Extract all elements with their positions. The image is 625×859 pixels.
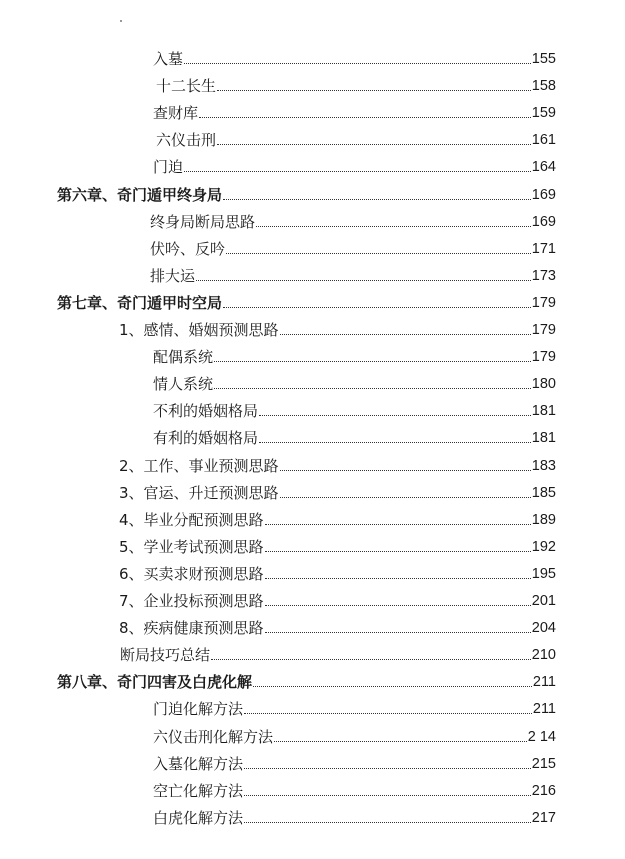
toc-page-number: 155: [531, 51, 556, 67]
dot-leader: [259, 442, 531, 443]
toc-entry-title: 7、企业投标预测思路: [119, 592, 264, 610]
toc-page-number: 195: [531, 565, 556, 582]
toc-entry-row[interactable]: [0, 150, 556, 177]
toc-entry-title: 门迫: [153, 158, 184, 177]
dot-leader: [265, 524, 531, 525]
dot-leader: [217, 90, 531, 91]
dot-leader: [265, 578, 531, 579]
dot-leader: [265, 605, 531, 606]
toc-entry-row[interactable]: [0, 367, 556, 394]
toc-entry-title: 断局技巧总结: [120, 646, 211, 665]
toc-entry-title: 配偶系统: [153, 348, 214, 367]
toc-entry-row[interactable]: [0, 421, 556, 448]
toc-entry-title: 情人系统: [153, 375, 214, 394]
toc-entry-row[interactable]: [0, 313, 556, 340]
toc-page-number: 171: [531, 240, 556, 257]
toc-entry-title: 查财库: [153, 104, 199, 123]
dot-leader: [280, 497, 531, 498]
toc-entry-title: 排大运: [150, 266, 196, 285]
toc-entry-title: 有利的婚姻格局: [153, 429, 259, 448]
toc-entry-row[interactable]: [0, 503, 556, 530]
dot-leader: [244, 795, 531, 796]
toc-page-number: 181: [531, 403, 556, 420]
toc-page-number: 164: [531, 159, 556, 176]
toc-entry-row[interactable]: [0, 69, 556, 96]
toc-entry-title: 3、官运、升迁预测思路: [119, 483, 279, 502]
toc-entry-row[interactable]: [0, 340, 556, 367]
toc-entry-row[interactable]: [0, 476, 556, 503]
toc-entry-title: 5、学业考试预测思路: [119, 537, 264, 556]
toc-entry-title: 六仪击刑化解方法: [153, 727, 274, 746]
dot-leader: [214, 388, 531, 389]
toc-page-number: 173: [531, 267, 556, 284]
toc-chapter-row[interactable]: [0, 286, 556, 313]
toc-page-number: 211: [532, 701, 556, 718]
dot-leader: [244, 713, 532, 714]
dot-leader: [256, 226, 531, 227]
toc-entry-row[interactable]: [0, 530, 556, 557]
dot-leader: [280, 334, 531, 335]
toc-chapter-row[interactable]: [0, 178, 556, 205]
toc-page-number: 159: [531, 105, 556, 122]
toc-entry-title: 空亡化解方法: [153, 781, 244, 800]
dot-leader: [259, 415, 531, 416]
dot-leader: [280, 470, 531, 471]
dot-leader: [184, 63, 531, 64]
toc-entry-title: 第七章、奇门遁甲时空局: [57, 293, 223, 312]
toc-entry-row[interactable]: [0, 584, 556, 611]
toc-entry-row[interactable]: [0, 42, 556, 69]
toc-entry-row[interactable]: [0, 259, 556, 286]
toc-entry-title: 1、感情、婚姻预测思路: [119, 321, 279, 339]
toc-entry-row[interactable]: [0, 232, 556, 259]
toc-entry-row[interactable]: [0, 96, 556, 123]
toc-entry-title: 伏吟、反吟: [150, 239, 226, 258]
toc-page-number: 181: [531, 430, 556, 447]
toc-page-number: 158: [531, 78, 556, 95]
toc-page-number: 2 14: [527, 728, 556, 745]
toc-entry-row[interactable]: [0, 692, 556, 719]
dot-leader: [223, 199, 531, 200]
toc-entry-title: 8、疾病健康预测思路: [119, 619, 264, 638]
toc-entry-row[interactable]: [0, 449, 556, 476]
toc-entry-title: 2、工作、事业预测思路: [119, 456, 279, 475]
dot-leader: [265, 632, 531, 633]
toc-page-number: 169: [531, 213, 556, 230]
toc-chapter-row[interactable]: [0, 665, 556, 692]
toc-page-number: 185: [531, 484, 556, 501]
dot-leader: [274, 741, 527, 742]
toc-entry-row[interactable]: [0, 720, 556, 747]
toc-entry-row[interactable]: [0, 747, 556, 774]
toc-page-number: 179: [531, 349, 556, 366]
toc-entry-row[interactable]: [0, 394, 556, 421]
toc-page-number: 211: [532, 674, 556, 691]
toc-page-number: 192: [531, 538, 556, 555]
toc-entry-row[interactable]: [0, 638, 556, 665]
dot-leader: [244, 822, 531, 823]
toc-entry-title: 门迫化解方法: [153, 700, 244, 719]
toc-page-number: 169: [531, 186, 556, 203]
toc-entry-title: 第八章、奇门四害及白虎化解: [57, 673, 253, 692]
toc-entry-title: 六仪击刑: [156, 131, 217, 150]
toc-entry-row[interactable]: [0, 774, 556, 801]
toc-page-number: 180: [531, 376, 556, 393]
toc-page-number: 217: [531, 809, 556, 826]
toc-entry-title: 不利的婚姻格局: [153, 402, 259, 421]
toc-page-number: 179: [531, 294, 556, 311]
dot-leader: [217, 144, 531, 145]
toc-page-number: 183: [531, 457, 556, 474]
dot-leader: [199, 117, 531, 118]
toc-entry-row[interactable]: [0, 123, 556, 150]
toc-entry-title: 终身局断局思路: [150, 212, 256, 231]
dot-leader: [184, 171, 531, 172]
toc-page-number: 161: [531, 132, 556, 149]
toc-entry-title: 第六章、奇门遁甲终身局: [57, 185, 223, 204]
toc-entry-title: 6、买卖求财预测思路: [119, 564, 264, 583]
dot-leader: [226, 253, 531, 254]
toc-entry-title: 十二长生: [156, 77, 217, 96]
toc-entry-row[interactable]: [0, 205, 556, 232]
toc-entry-title: 白虎化解方法: [153, 808, 244, 827]
dot-leader: [244, 768, 531, 769]
dot-leader: [196, 280, 531, 281]
toc-page-number: 215: [531, 755, 556, 772]
dot-leader: [214, 361, 531, 362]
toc-entry-row[interactable]: [0, 801, 556, 828]
toc-page-number: 189: [531, 511, 556, 528]
toc-entry-title: 入墓化解方法: [153, 754, 244, 773]
toc-page-number: 204: [531, 620, 556, 637]
dot-leader: [253, 686, 532, 687]
toc-entry-row[interactable]: [0, 611, 556, 638]
toc-page-number: 179: [531, 322, 556, 338]
dot-leader: [223, 307, 531, 308]
toc-page-number: 210: [531, 647, 556, 664]
dot-leader: [265, 551, 531, 552]
toc-page-number: 201: [531, 593, 556, 609]
toc-page-number: 216: [531, 782, 556, 799]
toc-entry-row[interactable]: [0, 557, 556, 584]
dot-leader: [211, 659, 531, 660]
toc-entry-title: 入墓: [153, 50, 184, 68]
scan-speck: [120, 20, 122, 22]
toc-entry-title: 4、毕业分配预测思路: [119, 510, 264, 529]
